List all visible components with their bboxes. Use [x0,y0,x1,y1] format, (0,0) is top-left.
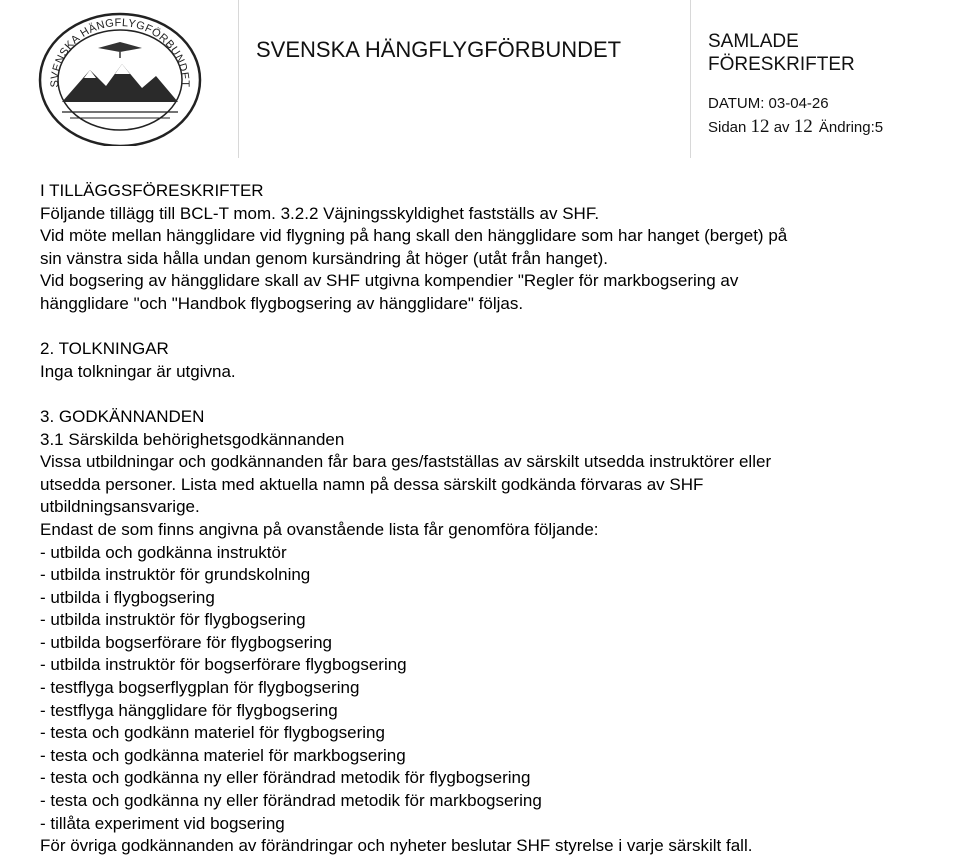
section-heading: 3. GODKÄNNANDEN [40,406,205,426]
shf-logo [20,6,220,146]
list-item: - testflyga hängglidare för flygbogsering [40,700,338,720]
revision-label: Ändring:5 [818,119,884,136]
list-item: - testa och godkänna ny eller förändrad metodik för flygbogsering [40,768,531,788]
section-heading: 2. TOLKNINGAR [40,339,169,359]
header-divider [238,0,239,158]
page-prefix: Sidan [708,119,747,136]
paragraph-line: Inga tolkningar är utgivna. [40,361,236,381]
header-divider [690,0,691,158]
subsection-heading: 3.1 Särskilda behörighetsgodkännanden [40,429,345,449]
list-item: - tillåta experiment vid bogsering [40,813,285,833]
list-item: - utbilda och godkänna instruktör [40,542,287,562]
list-item: - testa och godkänna materiel för markbogsering [40,745,406,765]
document-date: DATUM: 03-04-26 [708,95,829,112]
paragraph-line: Vid bogsering av hängglidare skall av SHF utgivna kompendier "Regler för markbogsering av [40,271,739,291]
paragraph-line: Följande tillägg till BCL-T mom. 3.2.2 Väjningsskyldighet fastställs av SHF. [40,203,600,223]
list-item: - testa och godkänn materiel för flygbogsering [40,723,385,743]
document-title-line: SAMLADE [708,31,799,52]
page-of: av [773,119,790,136]
paragraph-line: utbildningsansvarige. [40,497,200,517]
page-current: 12 [750,116,770,137]
section-heading: I TILLÄGGSFÖRESKRIFTER [40,181,264,200]
paragraph-line: Vid möte mellan hängglidare vid flygning på hang skall den hängglidare som har hanget (berget) på [40,226,788,246]
list-item: - utbilda instruktör för bogserförare flygbogsering [40,655,407,675]
page-info [708,116,883,138]
document-title [708,30,855,76]
organization-name: SVENSKA HÄNGFLYGFÖRBUNDET [256,37,622,62]
paragraph-line: hängglidare "och "Handbok flygbogsering av hängglidare" följas. [40,293,524,313]
paragraph-line: sin vänstra sida hålla undan genom kursändring åt höger (utåt från hanget). [40,248,608,268]
paragraph-line: utsedda personer. Lista med aktuella namn på dessa särskilt godkända förvaras av SHF [40,474,704,494]
document-header [0,0,960,160]
list-item: - utbilda instruktör för flygbogsering [40,610,306,630]
list-item: - utbilda instruktör för grundskolning [40,565,311,585]
svg-text:SVENSKA HÄNGFLYGFÖRBUNDET: SVENSKA HÄNGFLYGFÖRBUNDET [48,16,192,88]
list-item: - utbilda i flygbogsering [40,587,215,607]
list-item: - testflyga bogserflygplan för flygbogsering [40,678,360,698]
list-item: - utbilda bogserförare för flygbogsering [40,632,332,652]
page-total: 12 [793,116,813,137]
closing-paragraph: För övriga godkännanden av förändringar och nyheter beslutar SHF styrelse i varje särskilt fall. [40,836,753,856]
list-intro: Endast de som finns angivna på ovanstående lista får genomföra följande: [40,519,599,539]
paragraph-line: Vissa utbildningar och godkännanden får bara ges/fastställas av särskilt utsedda instruktörer eller [40,452,772,472]
document-title-line: FÖRESKRIFTER [708,54,855,75]
list-item: - testa och godkänna ny eller förändrad metodik för markbogsering [40,791,542,811]
document-body [40,180,940,858]
